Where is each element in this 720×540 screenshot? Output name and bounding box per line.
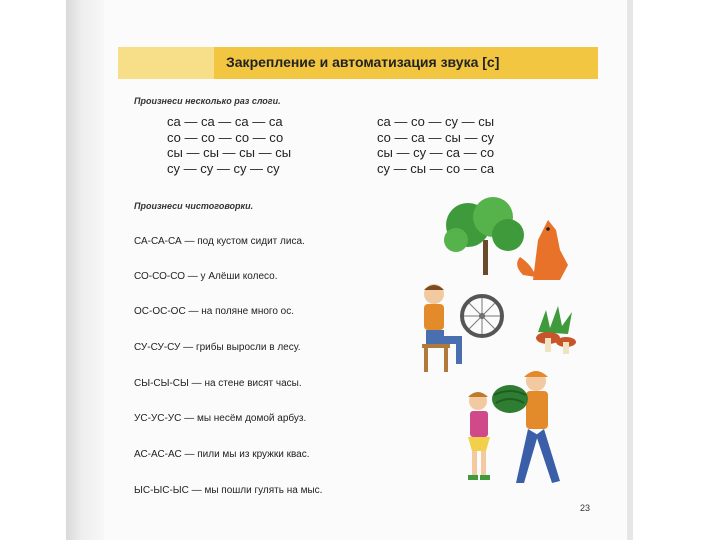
syllables-left-column xyxy=(167,114,291,176)
bush-fox-illustration xyxy=(428,195,578,285)
tongue-twister-line: АС-АС-АС — пили мы из кружки квас. xyxy=(134,449,310,460)
syllable-line: сы — сы — сы — сы xyxy=(167,145,292,160)
syllable-line: со — са — сы — су xyxy=(377,129,495,145)
syllables-right-column xyxy=(377,114,494,176)
banner-accent xyxy=(118,47,214,79)
mushrooms-illustration xyxy=(528,302,583,360)
title-banner xyxy=(118,47,598,79)
page-edge xyxy=(627,0,633,540)
tongue-twister-line: СА-СА-СА — под кустом сидит лиса. xyxy=(134,236,305,247)
tongue-twister-line: УС-УС-УС — мы несём домой арбуз. xyxy=(134,413,307,424)
tongue-twister-line: СО-СО-СО — у Алёши колесо. xyxy=(134,271,278,282)
tongue-twister-line: СУ-СУ-СУ — грибы выросли в лесу. xyxy=(134,342,301,353)
syllable-line: сы — су — са — со xyxy=(377,145,495,160)
tongue-twister-line: ЫС-ЫС-ЫС — мы пошли гулять на мыс. xyxy=(134,485,323,496)
page-title: Закрепление и автоматизация звука [с] xyxy=(226,54,500,70)
tongue-twister-line: ОС-ОС-ОС — на поляне много ос. xyxy=(134,306,295,317)
syllable-line: су — су — су — су xyxy=(167,160,280,176)
syllable-line: са — со — су — сы xyxy=(377,114,495,129)
syllables-instruction: Произнеси несколько раз слоги. xyxy=(134,96,281,106)
children-watermelon-illustration xyxy=(448,365,578,490)
syllable-line: са — са — са — са xyxy=(167,114,283,129)
page-number: 23 xyxy=(580,503,591,513)
tongue-twister-line: СЫ-СЫ-СЫ — на стене висят часы. xyxy=(134,378,302,389)
twisters-instruction: Произнеси чистоговорки. xyxy=(134,201,254,211)
syllable-line: со — со — со — со xyxy=(167,129,284,145)
book-spine-shadow xyxy=(66,0,106,540)
syllable-line: су — сы — со — са xyxy=(377,160,495,176)
boy-wheel-illustration xyxy=(412,280,512,375)
